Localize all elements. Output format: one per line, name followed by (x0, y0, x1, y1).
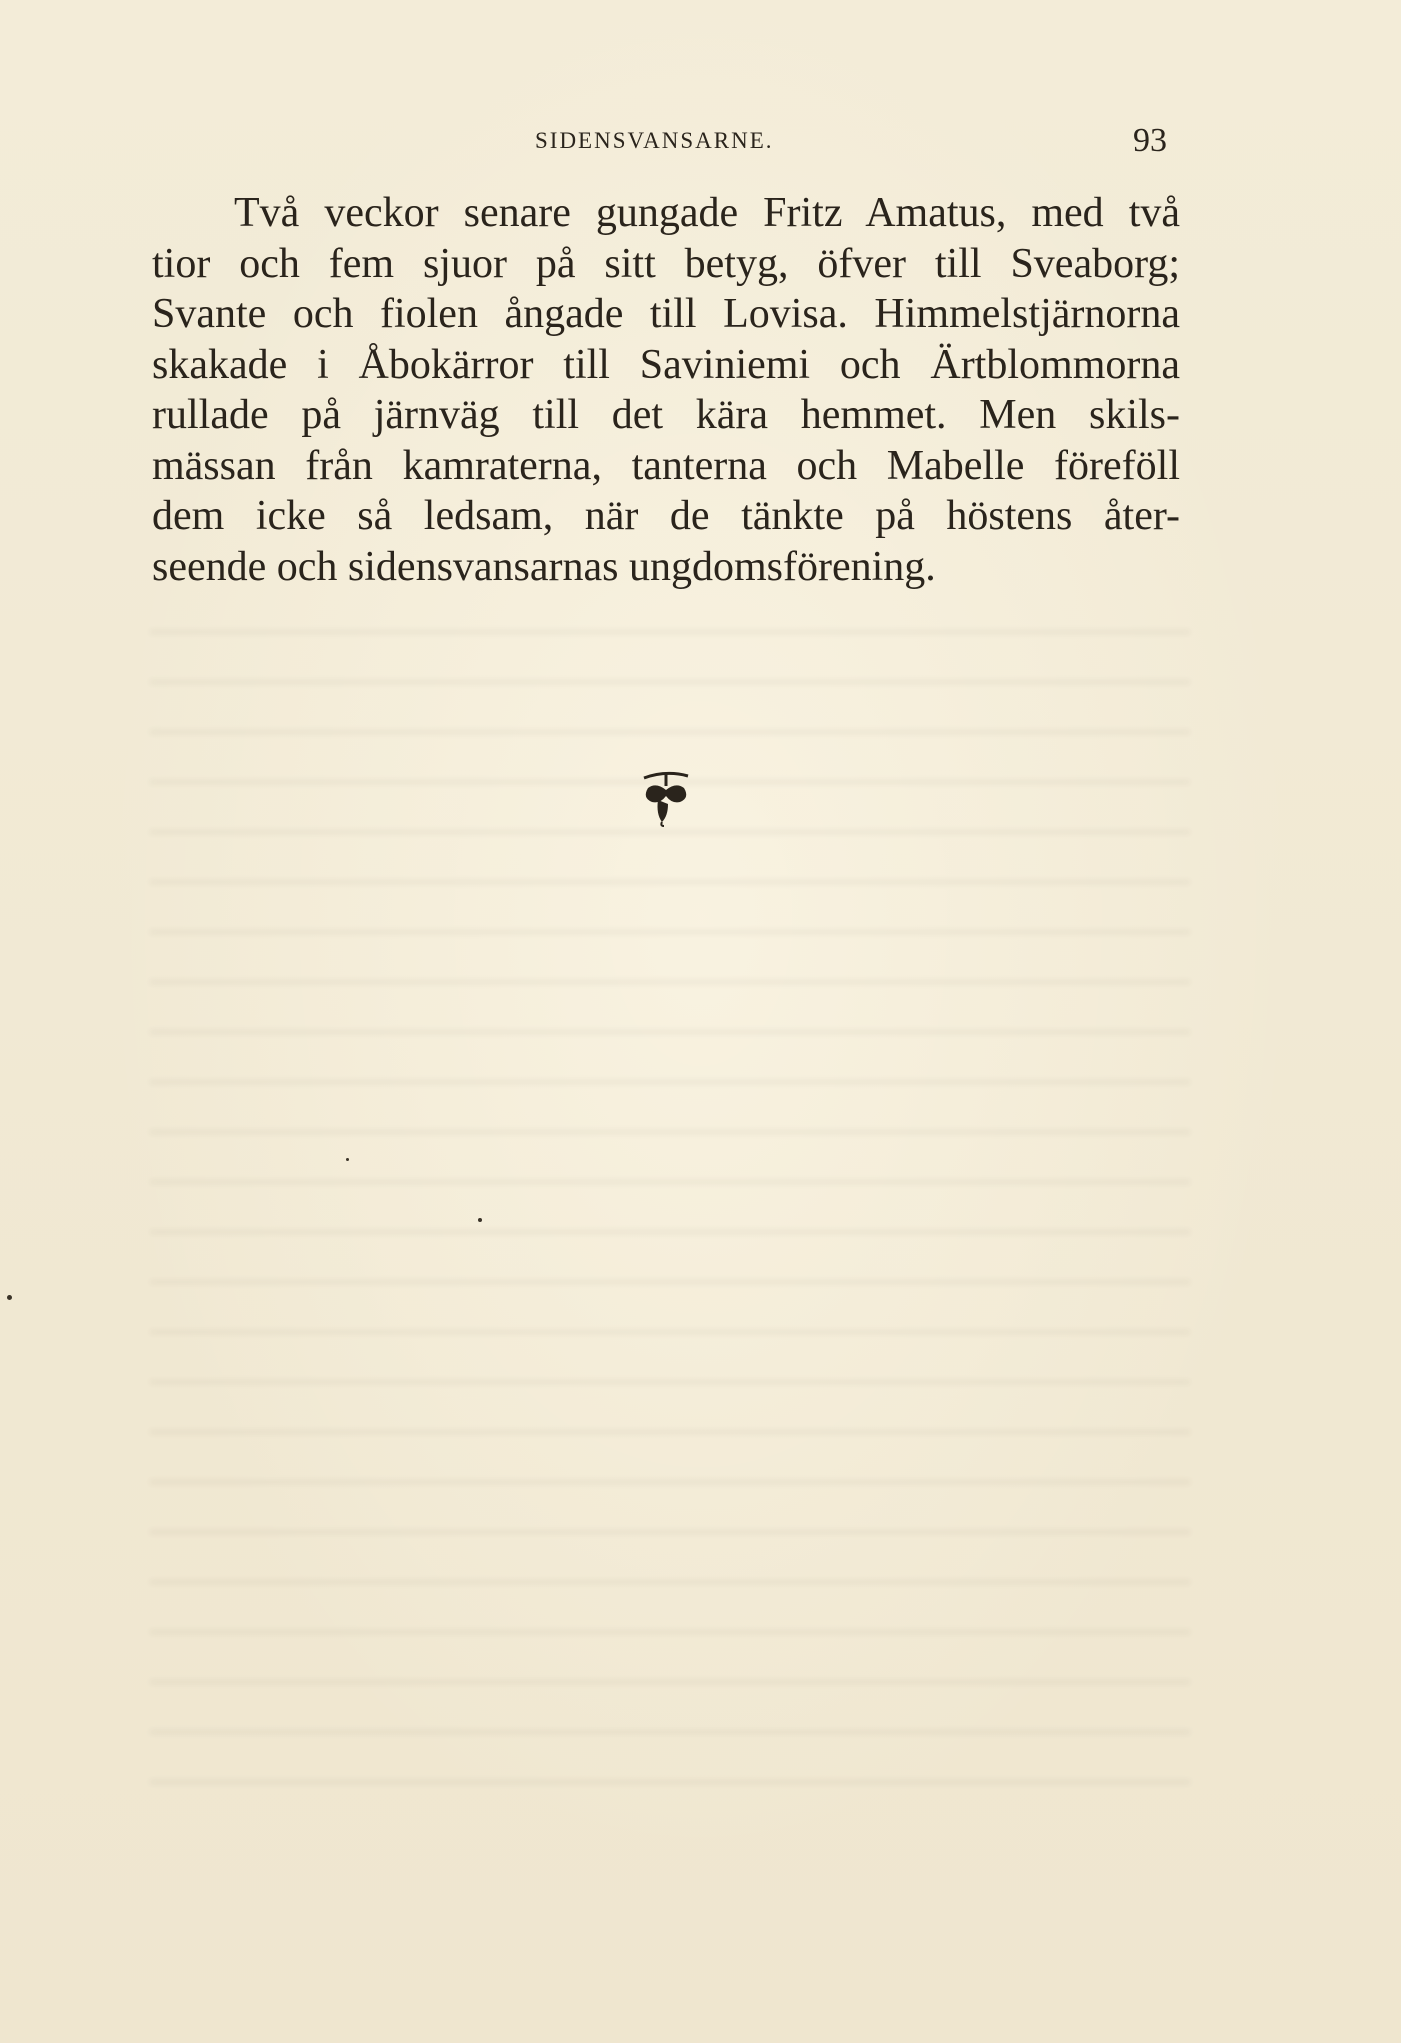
text-line: seende och sidensvansarnas ungdomsförening. (152, 543, 936, 590)
text-line: tior och fem sjuor på sitt betyg, öfver till Sveaborg; (152, 240, 1180, 287)
text-line: rullade på järnväg till det kära hemmet. Men skils- (152, 392, 1180, 438)
text-line: skakade i Åbokärror till Saviniemi och Ärtblommorna (152, 341, 1180, 388)
page-number: 93 (1133, 122, 1167, 159)
paper-speck (7, 1295, 12, 1300)
paper-speck (346, 1158, 349, 1161)
text-line: dem icke så ledsam, när de tänkte på höstens åter- (152, 493, 1180, 539)
body-paragraph (152, 188, 1180, 592)
paper-speck (478, 1218, 482, 1222)
text-line: Svante och fiolen ångade till Lovisa. Himmelstjärnorna (152, 291, 1180, 337)
text-line: Två veckor senare gungade Fritz Amatus, med två (234, 190, 1180, 236)
running-head: SIDENSVANSARNE. (535, 128, 774, 153)
text-line: mässan från kamraterna, tanterna och Mabelle föreföll (152, 442, 1180, 489)
vine-leaf-ornament-icon (638, 768, 694, 828)
